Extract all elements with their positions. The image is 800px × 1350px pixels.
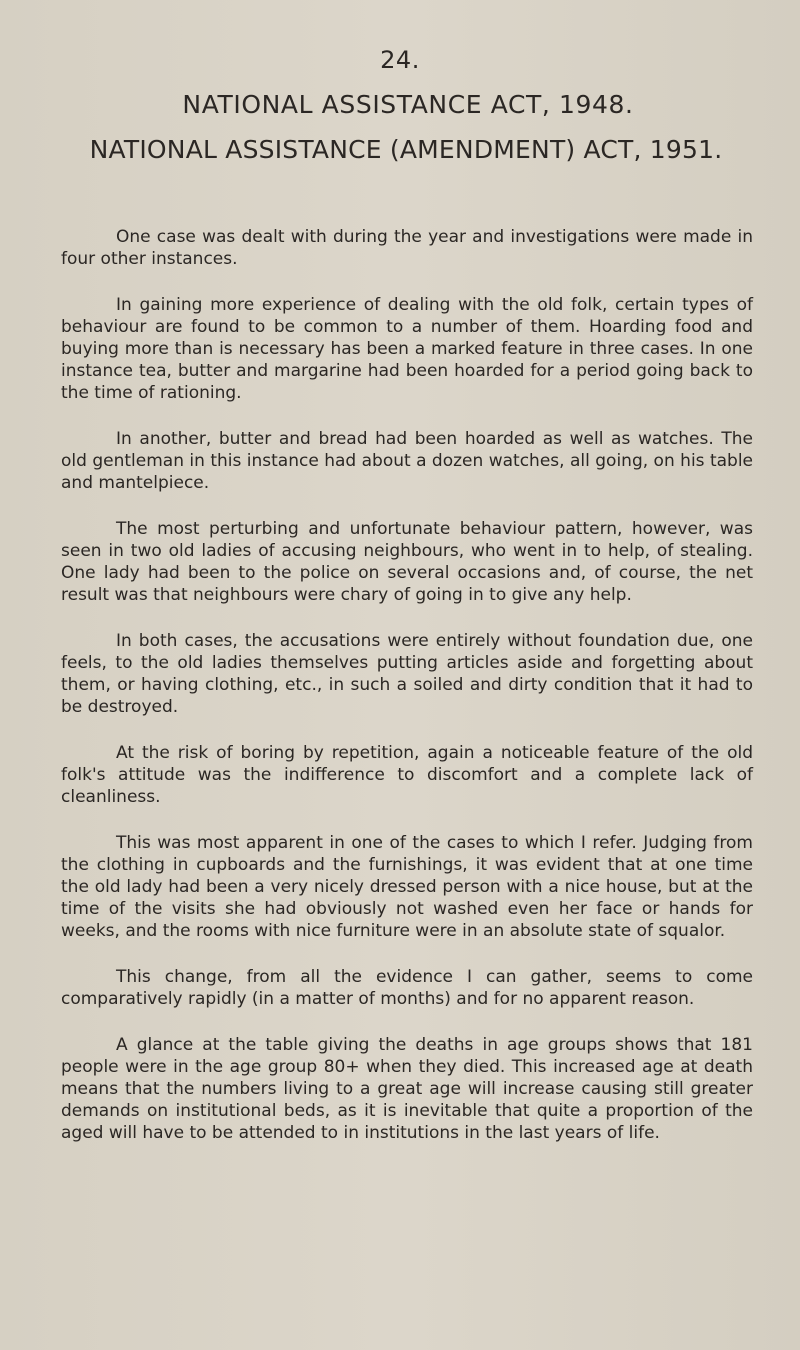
- paragraph: In another, butter and bread had been hoarded as well as watches. The old gentleman in this instance had about a dozen watches, all going, on his table and mantelpiece.: [61, 429, 753, 493]
- paragraph: A glance at the table giving the deaths in age groups shows that 181 people were in the age group 80+ when they died. This increased age at death means that the numbers living to a great age will increase causing still greater demands on institutional beds, as it is inevitable that quite a proportion of the aged will have to be attended to in institutions in the last years of life.: [61, 1035, 753, 1143]
- paragraph: This change, from all the evidence I can gather, seems to come comparatively rapidly (in a matter of months) and for no apparent reason.: [61, 967, 753, 1009]
- paragraph: The most perturbing and unfortunate behaviour pattern, however, was seen in two old ladies of accusing neighbours, who went in to help, of stealing. One lady had been to the police on several occasions and, of course, the net result was that neighbours were chary of going in to give any help.: [61, 519, 753, 605]
- paragraph: This was most apparent in one of the cases to which I refer. Judging from the clothing in cupboards and the furnishings, it was evident that at one time the old lady had been a very nicely dressed person with a nice house, but at the time of the visits she had obviously not washed even her face or hands for weeks, and the rooms with nice furniture were in an absolute state of squalor.: [61, 833, 753, 941]
- page-number: 24.: [380, 46, 420, 74]
- paragraph: In gaining more experience of dealing with the old folk, certain types of behaviour are found to be common to a number of them. Hoarding food and buying more than is necessary has been a marked feature in three cases. In one instance tea, butter and margarine had been hoarded for a period going back to the time of rationing.: [61, 295, 753, 403]
- body-text: [61, 226, 753, 1168]
- paragraph: In both cases, the accusations were entirely without foundation due, one feels, to the old ladies themselves putting articles aside and forgetting about them, or having clothing, etc., in such a soiled and dirty condition that it had to be destroyed.: [61, 631, 753, 717]
- title-main: NATIONAL ASSISTANCE ACT, 1948.: [182, 90, 634, 119]
- paragraph: One case was dealt with during the year and investigations were made in four other instances.: [61, 227, 753, 269]
- title-amendment: NATIONAL ASSISTANCE (AMENDMENT) ACT, 1951.: [89, 135, 723, 164]
- paragraph: At the risk of boring by repetition, again a noticeable feature of the old folk's attitude was the indifference to discomfort and a complete lack of cleanliness.: [61, 743, 753, 807]
